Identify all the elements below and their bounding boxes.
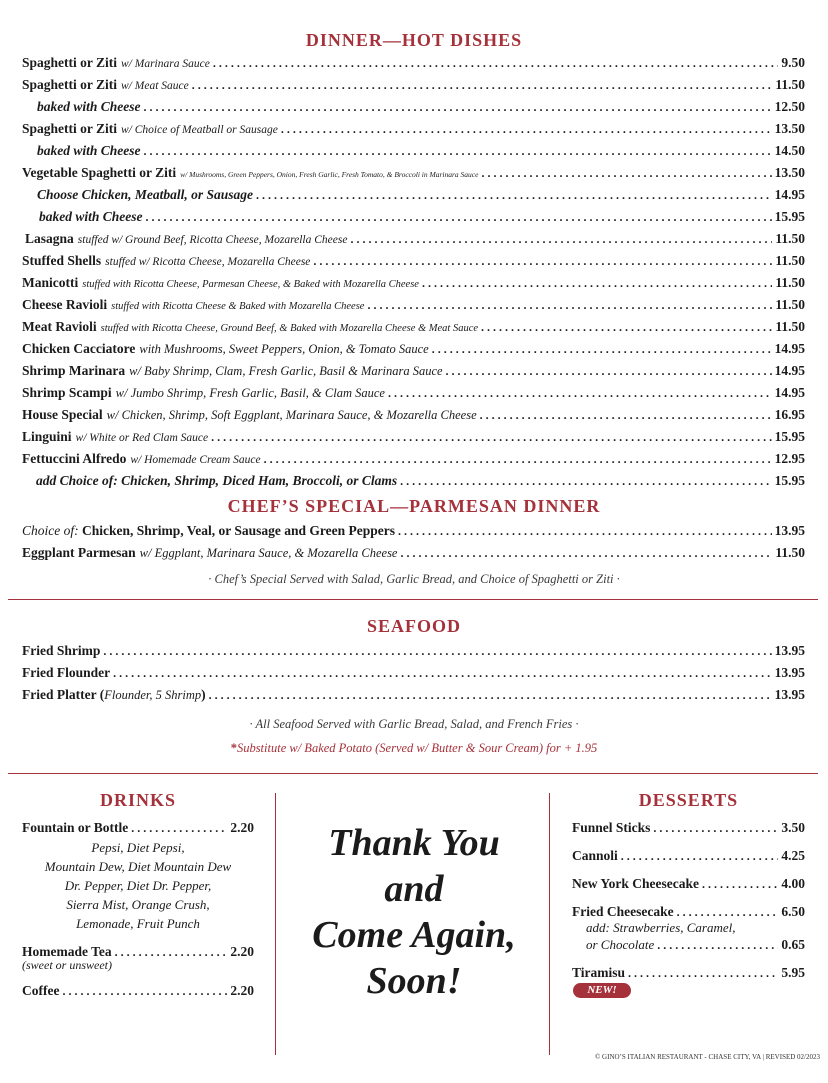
item-price: 15.95 bbox=[774, 209, 805, 224]
menu-item bbox=[22, 317, 805, 337]
leader-dots bbox=[211, 427, 772, 447]
thanks-line: Come Again, bbox=[312, 914, 516, 956]
leader-dots bbox=[256, 185, 772, 205]
option-line: Sierra Mist, Orange Crush, bbox=[66, 897, 210, 912]
menu-item bbox=[39, 207, 805, 227]
item-name: Manicotti bbox=[22, 275, 79, 290]
item-name: Fried Platter ( bbox=[22, 687, 105, 702]
item-price: 14.95 bbox=[774, 341, 805, 356]
leader-dots bbox=[113, 663, 772, 683]
leader-dots bbox=[313, 251, 772, 271]
asterisk-icon: * bbox=[230, 741, 237, 755]
item-price: 11.50 bbox=[775, 319, 805, 334]
item-price: 14.95 bbox=[774, 187, 805, 202]
item-name: Funnel Sticks bbox=[572, 820, 651, 835]
item-price: 13.50 bbox=[774, 165, 805, 180]
seafood-title: SEAFOOD bbox=[366, 616, 461, 636]
leader-dots bbox=[350, 229, 772, 249]
fountain-options bbox=[22, 838, 254, 933]
leader-dots bbox=[388, 383, 772, 403]
item-price: 2.20 bbox=[230, 820, 254, 835]
leader-dots bbox=[103, 641, 771, 661]
column-divider bbox=[275, 793, 276, 1055]
item-price: 15.95 bbox=[774, 429, 805, 444]
item-price: 11.50 bbox=[775, 275, 805, 290]
item-desc: stuffed with Ricotta Cheese, Parmesan Cheese, & Baked with Mozarella Cheese bbox=[82, 279, 419, 290]
item-name: Shrimp Marinara bbox=[22, 363, 126, 378]
leader-dots bbox=[400, 543, 772, 563]
item-name: Vegetable Spaghetti or Ziti bbox=[22, 165, 177, 180]
menu-item bbox=[22, 405, 805, 425]
item-price: 3.50 bbox=[781, 820, 805, 835]
item-name: Shrimp Scampi bbox=[22, 385, 112, 400]
item-name: Spaghetti or Ziti bbox=[22, 55, 118, 70]
menu-item bbox=[22, 818, 254, 838]
item-price: 5.95 bbox=[781, 965, 805, 980]
item-desc: w/ Eggplant, Marinara Sauce, & Mozarella Cheese bbox=[139, 546, 398, 560]
leader-dots bbox=[144, 141, 772, 161]
leader-dots bbox=[628, 963, 778, 983]
thanks-line: and bbox=[384, 868, 444, 910]
leader-dots bbox=[115, 942, 228, 962]
item-name: Chicken Cacciatore bbox=[22, 341, 136, 356]
menu-item bbox=[22, 339, 805, 359]
item-desc: w/ Baby Shrimp, Clam, Fresh Garlic, Basil & Marinara Sauce bbox=[129, 364, 443, 378]
item-desc: w/ Choice of Meatball or Sausage bbox=[121, 124, 278, 136]
item-name: Meat Ravioli bbox=[22, 319, 97, 334]
leader-dots bbox=[192, 75, 773, 95]
leader-dots bbox=[432, 339, 772, 359]
item-desc: stuffed with Ricotta Cheese, Ground Beef, & Baked with Mozarella Cheese & Meat Sauce bbox=[100, 323, 479, 334]
item-desc: w/ Mushrooms, Green Peppers, Onion, Fresh Garlic, Fresh Tomato, & Broccoli in Marinara Sauce bbox=[180, 170, 479, 179]
menu-item bbox=[37, 185, 805, 205]
dinner-title: DINNER—HOT DISHES bbox=[305, 30, 523, 50]
menu-item bbox=[22, 273, 805, 293]
new-badge: NEW! bbox=[573, 983, 631, 998]
item-price: 6.50 bbox=[781, 904, 805, 919]
menu-item bbox=[22, 981, 254, 1001]
thank-you-message bbox=[280, 820, 548, 1004]
item-name: Fried Flounder bbox=[22, 665, 111, 680]
option-line: Lemonade, Fruit Punch bbox=[76, 916, 200, 931]
item-desc: stuffed w/ Ground Beef, Ricotta Cheese, Mozarella Cheese bbox=[77, 234, 348, 246]
thanks-line: Thank You bbox=[328, 822, 500, 864]
item-price: 16.95 bbox=[774, 407, 805, 422]
leader-dots bbox=[702, 874, 778, 894]
item-price: 13.95 bbox=[774, 665, 805, 680]
menu-item bbox=[572, 818, 805, 838]
menu-item bbox=[37, 141, 805, 161]
item-price: 9.50 bbox=[781, 55, 805, 70]
item-price: 14.95 bbox=[774, 363, 805, 378]
menu-item bbox=[22, 251, 805, 271]
item-desc: w/ White or Red Clam Sauce bbox=[75, 432, 209, 444]
item-price: 15.95 bbox=[774, 473, 805, 488]
substitute-text: Substitute w/ Baked Potato (Served w/ Butter & Sour Cream) for + 1.95 bbox=[236, 741, 598, 755]
divider bbox=[8, 599, 818, 600]
item-name: Coffee bbox=[22, 983, 60, 998]
seafood-substitute bbox=[0, 741, 828, 756]
leader-dots bbox=[131, 818, 227, 838]
item-name: Eggplant Parmesan bbox=[22, 545, 136, 560]
divider bbox=[8, 773, 818, 774]
menu-item bbox=[22, 295, 805, 315]
chef-special-note: · Chef’s Special Served with Salad, Garlic Bread, and Choice of Spaghetti or Ziti · bbox=[208, 572, 620, 586]
item-name: Cannoli bbox=[572, 848, 618, 863]
item-name: Chicken, Shrimp, Veal, or Sausage and Green Peppers bbox=[82, 523, 396, 538]
menu-item bbox=[22, 685, 805, 705]
item-desc: stuffed w/ Ricotta Cheese, Mozarella Cheese bbox=[105, 256, 311, 268]
menu-item bbox=[22, 53, 805, 73]
item-desc: with Mushrooms, Sweet Peppers, Onion, & Tomato Sauce bbox=[139, 342, 429, 356]
leader-dots bbox=[653, 818, 778, 838]
item-name: or Chocolate bbox=[586, 937, 655, 952]
option-line: Mountain Dew, Diet Mountain Dew bbox=[44, 859, 232, 874]
menu-item bbox=[572, 902, 805, 922]
menu-item bbox=[22, 163, 805, 183]
item-price: 11.50 bbox=[775, 545, 805, 560]
item-name: Spaghetti or Ziti bbox=[22, 77, 118, 92]
leader-dots bbox=[677, 902, 779, 922]
item-desc: w/ Marinara Sauce bbox=[121, 58, 210, 70]
menu-item bbox=[22, 449, 805, 469]
item-name: Stuffed Shells bbox=[22, 253, 102, 268]
item-price: 11.50 bbox=[775, 297, 805, 312]
menu-item bbox=[572, 874, 805, 894]
leader-dots bbox=[213, 53, 779, 73]
item-name: Lasagna bbox=[25, 231, 74, 246]
leader-dots bbox=[621, 846, 779, 866]
item-lead: Choice of: bbox=[22, 523, 79, 538]
item-price: 14.95 bbox=[774, 385, 805, 400]
leader-dots bbox=[481, 163, 771, 183]
item-desc: w/ Jumbo Shrimp, Fresh Garlic, Basil, & Clam Sauce bbox=[115, 386, 385, 400]
leader-dots bbox=[398, 521, 772, 541]
chef-special-title: CHEF’S SPECIAL—PARMESAN DINNER bbox=[227, 496, 601, 516]
menu-item bbox=[22, 119, 805, 139]
footer-copyright: © GINO’S ITALIAN RESTAURANT - CHASE CITY, VA | REVISED 02/2023 bbox=[594, 1053, 820, 1061]
fried-addons: add: Strawberries, Caramel, bbox=[586, 920, 736, 935]
menu-item bbox=[22, 75, 805, 95]
item-name: Homemade Tea bbox=[22, 944, 112, 959]
thanks-line: Soon! bbox=[366, 960, 462, 1002]
menu-item bbox=[22, 361, 805, 381]
item-name-close: ) bbox=[201, 687, 206, 702]
seafood-note: · All Seafood Served with Garlic Bread, Salad, and French Fries · bbox=[249, 717, 579, 731]
menu-item bbox=[22, 543, 805, 563]
item-price: 13.95 bbox=[774, 643, 805, 658]
menu-item bbox=[22, 383, 805, 403]
item-price: 13.95 bbox=[774, 523, 805, 538]
menu-item bbox=[36, 471, 805, 491]
leader-dots bbox=[62, 981, 227, 1001]
leader-dots bbox=[446, 361, 772, 381]
menu-item bbox=[37, 97, 805, 117]
leader-dots bbox=[481, 317, 772, 337]
item-name: Cheese Ravioli bbox=[22, 297, 108, 312]
item-name: Fettuccini Alfredo bbox=[22, 451, 127, 466]
item-price: 12.50 bbox=[774, 99, 805, 114]
menu-item bbox=[572, 846, 805, 866]
leader-dots bbox=[281, 119, 772, 139]
item-price: 4.25 bbox=[781, 848, 805, 863]
item-price: 0.65 bbox=[781, 937, 805, 952]
menu-item bbox=[22, 641, 805, 661]
item-name: Tiramisu bbox=[572, 965, 626, 980]
item-name: add Choice of: Chicken, Shrimp, Diced Ham, Broccoli, or Clams bbox=[36, 473, 398, 488]
menu-item bbox=[25, 229, 805, 249]
item-name: Spaghetti or Ziti bbox=[22, 121, 118, 136]
item-price: 4.00 bbox=[781, 876, 805, 891]
item-price: 13.50 bbox=[774, 121, 805, 136]
item-name: New York Cheesecake bbox=[572, 876, 699, 891]
item-name: House Special bbox=[22, 407, 103, 422]
menu-item bbox=[22, 663, 805, 683]
menu-item bbox=[572, 963, 805, 983]
item-desc: w/ Chicken, Shrimp, Soft Eggplant, Marinara Sauce, & Mozarella Cheese bbox=[106, 408, 477, 422]
menu-item bbox=[22, 427, 805, 447]
leader-dots bbox=[367, 295, 772, 315]
item-price: 13.95 bbox=[774, 687, 805, 702]
leader-dots bbox=[657, 935, 778, 955]
item-price: 2.20 bbox=[230, 983, 254, 998]
item-name: Fountain or Bottle bbox=[22, 820, 129, 835]
leader-dots bbox=[264, 449, 772, 469]
item-desc: w/ Meat Sauce bbox=[121, 80, 189, 92]
leader-dots bbox=[144, 97, 772, 117]
menu-item bbox=[22, 521, 805, 541]
item-name: baked with Cheese bbox=[37, 143, 141, 158]
drinks-title: DRINKS bbox=[99, 790, 176, 810]
item-name: baked with Cheese bbox=[39, 209, 143, 224]
option-line: Dr. Pepper, Diet Dr. Pepper, bbox=[64, 878, 212, 893]
item-name: baked with Cheese bbox=[37, 99, 141, 114]
leader-dots bbox=[422, 273, 772, 293]
menu-item bbox=[586, 935, 805, 955]
item-desc: Flounder, 5 Shrimp bbox=[104, 688, 202, 702]
item-price: 12.95 bbox=[774, 451, 805, 466]
desserts-title: DESSERTS bbox=[638, 790, 739, 810]
item-price: 11.50 bbox=[775, 253, 805, 268]
item-name: Choose Chicken, Meatball, or Sausage bbox=[37, 187, 254, 202]
tea-sub: (sweet or unsweet) bbox=[22, 958, 112, 972]
item-name: Fried Shrimp bbox=[22, 643, 101, 658]
option-line: Pepsi, Diet Pepsi, bbox=[91, 840, 185, 855]
leader-dots bbox=[146, 207, 772, 227]
item-name: Fried Cheesecake bbox=[572, 904, 674, 919]
column-divider bbox=[549, 793, 550, 1055]
leader-dots bbox=[400, 471, 771, 491]
leader-dots bbox=[209, 685, 772, 705]
item-price: 11.50 bbox=[775, 77, 805, 92]
item-price: 2.20 bbox=[230, 944, 254, 959]
item-name: Linguini bbox=[22, 429, 72, 444]
item-price: 11.50 bbox=[775, 231, 805, 246]
leader-dots bbox=[480, 405, 772, 425]
item-desc: w/ Homemade Cream Sauce bbox=[130, 454, 261, 466]
item-desc: stuffed with Ricotta Cheese & Baked with Mozarella Cheese bbox=[111, 301, 365, 312]
item-price: 14.50 bbox=[774, 143, 805, 158]
